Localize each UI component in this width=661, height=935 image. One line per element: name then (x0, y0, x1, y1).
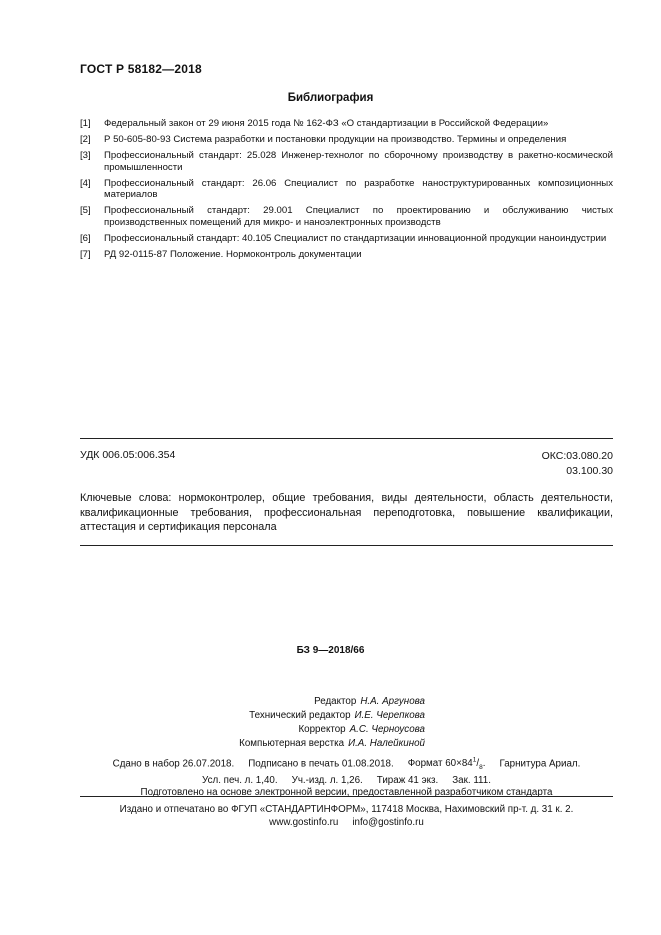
credit-row (150, 723, 425, 737)
bibliography-item (80, 233, 613, 244)
print-sheets: Усл. печ. л. 1,40. (202, 774, 278, 786)
bibliography-item (80, 134, 613, 145)
bibliography-item-number: [1] (80, 118, 91, 129)
paper-format: Формат $60\times 84^1/_8$. (407, 757, 486, 772)
bibliography-item-number: [5] (80, 205, 91, 217)
bibliography-item-text: РД 92-0115-87 Положение. Нормоконтроль документации (104, 248, 362, 260)
order-number: Зак. 111. (452, 774, 491, 786)
publisher-address: Издано и отпечатано во ФГУП «СТАНДАРТИНФОРМ», 117418 Москва, Нахимовский пр-т. д. 31 к. 2. (119, 804, 574, 815)
signed-date: Подписано в печать 01.08.2018. (248, 758, 394, 770)
top-divider (80, 438, 613, 439)
oks-code-1: ОКС:03.080.20 (541, 450, 613, 462)
publisher-contacts (80, 816, 613, 829)
credit-name: И.Е. Черепкова (354, 710, 425, 721)
imprint-line-1 (80, 755, 613, 775)
bibliography-item-text: Профессиональный стандарт: 40.105 Специалист по стандартизации инновационной продукции наноиндустрии (104, 232, 607, 244)
credit-role: Редактор (314, 696, 357, 707)
imprint-line-2 (80, 775, 613, 788)
bibliography-item-text: Профессиональный стандарт: 26.06 Специалист по разработке наноструктурированных композиционных материалов (104, 177, 613, 201)
keywords: Ключевые слова: нормоконтролер, общие требования, виды деятельности, область деятельности, квалификационные требования, профессиональная переподготовка, повышение квалификации, аттестация и сертификация персонала (80, 492, 613, 533)
bibliography-item (80, 150, 613, 173)
bibliography-item-text: Р 50-605-80-93 Система разработки и постановки продукции на производство. Термины и определения (104, 134, 567, 146)
oks-codes (542, 449, 613, 479)
credit-row (150, 695, 425, 709)
prepared-note: Подготовлено на основе электронной версии, предоставленной разработчиком стандарта (140, 787, 553, 799)
standard-code: ГОСТ Р 58182—2018 (80, 62, 202, 76)
typeface: Гарнитура Ариал. (499, 758, 581, 770)
bibliography-item-text: Профессиональный стандарт: 25.028 Инженер-технолог по сборочному производству в ракетно-космической промышленности (104, 150, 613, 173)
credit-role: Технический редактор (249, 710, 351, 721)
bibliography-item-text: Профессиональный стандарт: 29.001 Специалист по проектированию и обслуживанию чистых производственных помещений для микро- и наноэлектронных производств (104, 205, 613, 228)
bibliography-item-number: [6] (80, 232, 91, 244)
bottom-divider (80, 545, 613, 546)
credit-name: А.С. Черноусова (349, 724, 425, 735)
bz-number: БЗ 9—2018/66 (296, 645, 365, 656)
bibliography-item (80, 178, 613, 201)
bibliography-list (80, 118, 613, 265)
udk-code: УДК 006.05:006.354 (80, 449, 176, 461)
circulation: Тираж 41 экз. (376, 774, 439, 786)
credit-role: Компьютерная верстка (239, 738, 345, 749)
credit-name: Н.А. Аргунова (360, 696, 425, 707)
submitted-date: Сдано в набор 26.07.2018. (112, 758, 235, 770)
bibliography-item (80, 118, 613, 129)
bibliography-item-number: [4] (80, 177, 91, 189)
credit-role: Корректор (298, 724, 346, 735)
imprint (80, 755, 613, 800)
website-link[interactable]: www.gostinfo.ru (269, 817, 339, 828)
bibliography-item-text: Федеральный закон от 29 июня 2015 года № 162-ФЗ «О стандартизации в Российской Федерации» (104, 118, 549, 129)
credit-row (150, 737, 425, 751)
bibliography-item (80, 249, 613, 260)
bibliography-title: Библиография (287, 92, 374, 104)
credit-row (150, 709, 425, 723)
credits (150, 695, 425, 751)
edit-sheets: Уч.-изд. л. 1,26. (291, 774, 363, 786)
bibliography-item-number: [2] (80, 134, 91, 146)
bibliography-item-number: [7] (80, 248, 91, 260)
oks-code-2: 03.100.30 (566, 465, 613, 477)
bibliography-item-number: [3] (80, 150, 91, 162)
bibliography-item (80, 205, 613, 228)
credit-name: И.А. Налейкиной (348, 738, 425, 749)
email-link[interactable]: info@gostinfo.ru (352, 817, 424, 828)
publisher (80, 803, 613, 829)
publisher-divider (80, 796, 613, 797)
